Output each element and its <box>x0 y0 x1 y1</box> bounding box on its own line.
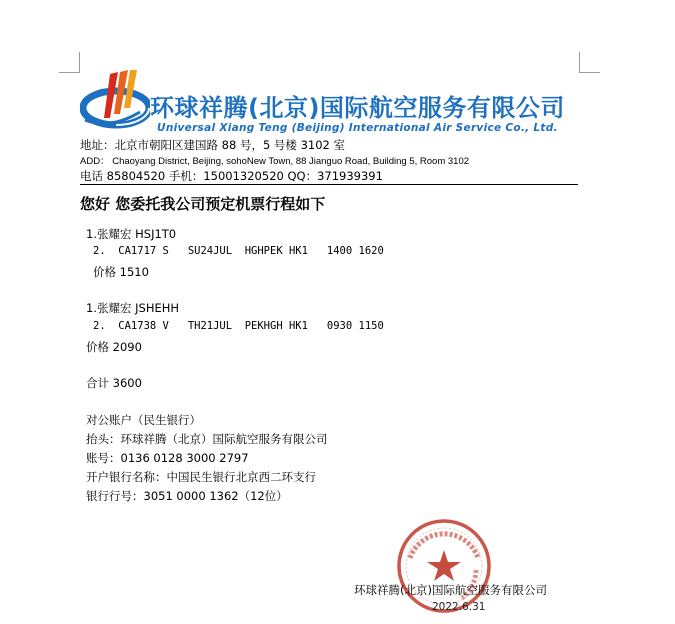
booking-2-price: 价格 2090 <box>86 340 142 354</box>
bank-code: 银行行号：3051 0000 1362（12位） <box>86 489 288 503</box>
contact-info: 电话 85804520 手机：15001320520 QQ：371939391 <box>80 169 383 183</box>
itinerary-greeting: 您好 您委托我公司预定机票行程如下 <box>80 195 326 213</box>
bank-holder: 抬头：环球祥腾（北京）国际航空服务有限公司 <box>86 432 328 446</box>
company-logo-icon <box>80 68 150 134</box>
booking-1-price: 价格 1510 <box>93 265 149 279</box>
address-english-label: ADD： <box>80 156 110 167</box>
booking-2-segment: 2. CA1738 V TH21JUL PEKHGH HK1 0930 1150 <box>93 320 384 332</box>
company-name-chinese: 环球祥腾(北京)国际航空服务有限公司 <box>150 94 565 122</box>
booking-2-passenger: 1.张耀宏 JSHEHH <box>86 301 180 315</box>
company-name-english: Universal Xiang Teng (Beijing) International Air Service Co., Ltd. <box>157 122 558 134</box>
signature-company: 环球祥腾(北京)国际航空服务有限公司 <box>354 583 547 597</box>
bank-account: 账号：0136 0128 3000 2797 <box>86 451 249 465</box>
header-divider <box>80 184 578 185</box>
address-chinese: 地址：北京市朝阳区建国路 88 号，5 号楼 3102 室 <box>80 138 345 152</box>
booking-1-passenger: 1.张耀宏 HSJ1T0 <box>86 227 177 241</box>
company-seal-stamp-icon <box>396 518 492 614</box>
page-corner-top-right <box>579 52 600 73</box>
address-english-value: Chaoyang District, Beijing, sohoNew Town, 88 Jianguo Road, Building 5, Room 3102 <box>112 156 470 167</box>
page-corner-top-left <box>59 52 80 73</box>
bank-name: 开户银行名称：中国民生银行北京西二环支行 <box>86 470 316 484</box>
address-english <box>80 153 469 167</box>
signature-date: 2022.6.31 <box>432 601 486 613</box>
booking-1-segment: 2. CA1717 S SU24JUL HGHPEK HK1 1400 1620 <box>93 245 384 257</box>
bank-title: 对公账户（民生银行） <box>86 413 201 427</box>
total-amount: 合计 3600 <box>86 376 142 390</box>
